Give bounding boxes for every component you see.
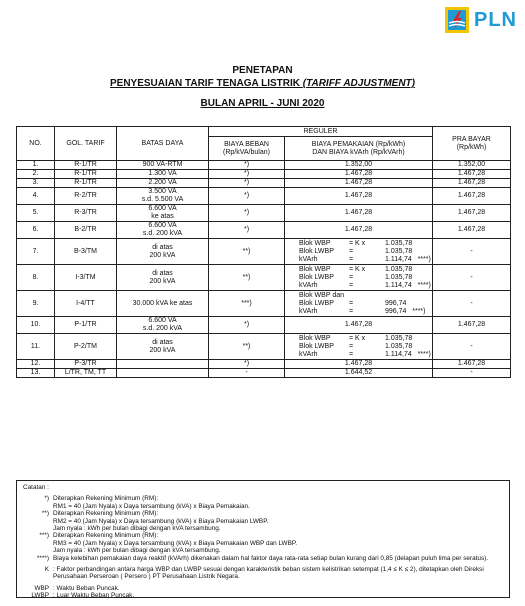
row-biaya-beban: *) [209, 360, 285, 369]
row-batas-daya: di atas 200 kVA [117, 334, 209, 360]
document-title [0, 64, 525, 110]
tariff-rows [17, 161, 511, 378]
blok-label: Blok LWBP [299, 247, 334, 255]
blok-op [349, 292, 383, 300]
table-row [17, 170, 511, 179]
blok-op: = K x [349, 239, 366, 247]
note-marker: K [44, 566, 49, 574]
row-batas-daya: 30.000 kVA ke atas [117, 291, 209, 317]
row-pra-bayar: - [433, 291, 511, 317]
header-gol-tarif: GOL. TARIF [55, 127, 117, 161]
table-row [17, 291, 511, 317]
row-pra-bayar: 1.467,28 [433, 317, 511, 334]
note-line: Jam nyala : kWh per bulan dibagi dengan kVA tersambung. [53, 547, 221, 555]
row-biaya-pemakaian: 1.467,28 [285, 188, 433, 205]
row-biaya-beban: *) [209, 317, 285, 334]
row-gol-tarif: R-2/TR [55, 188, 117, 205]
blok-label: Blok LWBP [299, 299, 334, 307]
row-biaya-pemakaian: 1.467,28 [285, 179, 433, 188]
row-gol-tarif: P-2/TM [55, 334, 117, 360]
row-gol-tarif: R-3/TR [55, 205, 117, 222]
note-line: : Waktu Beban Puncak. [53, 584, 120, 592]
note-line: : Faktor perbandingan antara harga WBP dan LWBP sesuai dengan karakteristik beban sistem kelistrikan setempat (1,4 ≤ K ≤ 2), ditetapkan oleh Direksi Perusahaan Perseroan ( Persero ) PT Perusahaan Listrik Negara. [53, 566, 484, 581]
blok-op: = [349, 350, 354, 358]
table-row [17, 179, 511, 188]
notes-box [16, 480, 510, 598]
row-number: 8. [17, 265, 55, 291]
notes-list [23, 491, 503, 599]
row-batas-daya: 3.500 VA s.d. 5.500 VA [117, 188, 209, 205]
row-biaya-pemakaian: 1.467,28 [285, 205, 433, 222]
blok-label: Blok WBP dan [299, 291, 345, 299]
blok-val: 1.035,78 [385, 342, 413, 350]
row-gol-tarif: P-1/TR [55, 317, 117, 334]
blok-op: = K x [349, 334, 366, 342]
note-item [23, 510, 503, 532]
blok-op: = [349, 273, 354, 281]
row-number: 2. [17, 170, 55, 179]
row-batas-daya: 6.600 VA ke atas [117, 205, 209, 222]
title-line-1: PENETAPAN [232, 65, 293, 76]
note-line: Diterapkan Rekening Minimum (RM): [53, 532, 159, 540]
row-gol-tarif: R-1/TR [55, 170, 117, 179]
row-biaya-beban: *) [209, 188, 285, 205]
row-batas-daya: 6.600 VA s.d. 200 kVA [117, 222, 209, 239]
table-row [17, 205, 511, 222]
note-marker: ***) [39, 532, 49, 540]
blok-op: = [349, 299, 354, 307]
row-gol-tarif: L/TR, TM, TT [55, 369, 117, 378]
note-marker: ****) [36, 554, 49, 562]
row-biaya-beban: *) [209, 161, 285, 170]
blok-val [385, 292, 430, 300]
row-batas-daya: 6.600 VA s.d. 200 kVA [117, 317, 209, 334]
blok-val: 996,74 ****) [385, 307, 426, 315]
note-item [23, 495, 503, 510]
row-gol-tarif: P-3/TR [55, 360, 117, 369]
row-batas-daya: 900 VA-RTM [117, 161, 209, 170]
row-pra-bayar: 1.467,28 [433, 205, 511, 222]
blok-label: kVArh [299, 255, 318, 263]
note-item [23, 566, 503, 581]
row-number: 5. [17, 205, 55, 222]
blok-val: 1.114,74 ****) [385, 255, 431, 263]
row-biaya-pemakaian: 1.467,28 [285, 360, 433, 369]
row-batas-daya [117, 360, 209, 369]
blok-val: 1.114,74 ****) [385, 281, 431, 289]
row-pra-bayar: - [433, 334, 511, 360]
table-row [17, 161, 511, 170]
blok-label: Blok WBP [299, 265, 331, 273]
row-pra-bayar: - [433, 369, 511, 378]
blok-label: Blok LWBP [299, 342, 334, 350]
blok-label: kVArh [299, 307, 318, 315]
row-number: 9. [17, 291, 55, 317]
table-row [17, 317, 511, 334]
row-biaya-pemakaian: 1.467,28 [285, 222, 433, 239]
header-no: NO. [17, 127, 55, 161]
row-biaya-pemakaian: 1.352,00 [285, 161, 433, 170]
note-line: : Luar Waktu Beban Puncak. [53, 592, 135, 600]
note-item [23, 585, 503, 592]
row-number: 6. [17, 222, 55, 239]
row-biaya-beban: *) [209, 170, 285, 179]
row-gol-tarif: I-4/TT [55, 291, 117, 317]
row-pra-bayar: 1.467,28 [433, 360, 511, 369]
row-biaya-beban: *) [209, 179, 285, 188]
row-biaya-beban: **) [209, 334, 285, 360]
note-line: Biaya kelebihan pemakaian daya reaktif (kVArh) dikenakan dalam hal faktor daya rata-rata setiap bulan kurang dari 0,85 (delapan puluh lima per seratus). [53, 554, 489, 562]
header-reguler: REGULER [209, 127, 433, 137]
blok-val: 1.035,78 [385, 265, 413, 273]
note-marker: *) [44, 495, 49, 503]
blok-label: kVArh [299, 281, 318, 289]
note-marker: WBP [34, 584, 49, 592]
row-batas-daya: 2.200 VA [117, 179, 209, 188]
row-biaya-beban: *) [209, 205, 285, 222]
note-text [53, 532, 503, 554]
blok-val: 1.035,78 [385, 273, 413, 281]
row-biaya-pemakaian: 1.467,28 [285, 317, 433, 334]
note-line: RM1 = 40 (Jam Nyala) x Daya tersambung (kVA) x Biaya Pemakaian. [53, 502, 250, 510]
table-row [17, 360, 511, 369]
row-biaya-beban: **) [209, 239, 285, 265]
row-pra-bayar: - [433, 239, 511, 265]
blok-val: 1.035,78 [385, 334, 413, 342]
note-text [53, 585, 503, 592]
row-gol-tarif: R-1/TR [55, 161, 117, 170]
title-line-2: PENYESUAIAN TARIF TENAGA LISTRIK (TARIFF ADJUSTMENT) [109, 78, 415, 89]
pln-logo [444, 6, 517, 34]
row-pra-bayar: - [433, 265, 511, 291]
notes-heading: Catatan : [23, 484, 49, 491]
table-row [17, 369, 511, 378]
note-line: Diterapkan Rekening Minimum (RM): [53, 495, 159, 503]
note-marker: LWBP [31, 592, 49, 600]
table-row [17, 265, 511, 291]
blok-label: Blok LWBP [299, 273, 334, 281]
row-gol-tarif: B-3/TM [55, 239, 117, 265]
blok-op: = K x [349, 265, 366, 273]
table-row [17, 239, 511, 265]
row-number: 10. [17, 317, 55, 334]
row-number: 7. [17, 239, 55, 265]
blok-val: 1.114,74 ****) [385, 350, 431, 358]
row-biaya-beban: *) [209, 222, 285, 239]
blok-op: = [349, 342, 354, 350]
note-line: RM2 = 40 (Jam Nyala) x Daya tersambung (kVA) x Biaya Pemakaian LWBP. [53, 517, 269, 525]
note-line: RM3 = 40 (Jam Nyala) x Daya tersambung (kVA) x Biaya Pemakaian WBP dan LWBP. [53, 539, 298, 547]
tariff-table [16, 126, 511, 378]
blok-label: Blok WBP [299, 334, 331, 342]
row-pra-bayar: 1.467,28 [433, 170, 511, 179]
row-biaya-pemakaian: 1.467,28 [285, 170, 433, 179]
note-item [23, 532, 503, 554]
row-biaya-pemakaian-blok [285, 334, 433, 360]
row-biaya-pemakaian-blok [285, 239, 433, 265]
row-batas-daya [117, 369, 209, 378]
table-row [17, 188, 511, 205]
blok-val: 1.035,78 [385, 239, 413, 247]
note-text [53, 566, 503, 581]
row-number: 12. [17, 360, 55, 369]
title-period: BULAN APRIL - JUNI 2020 [200, 98, 325, 109]
row-pra-bayar: 1.467,28 [433, 179, 511, 188]
header-biaya-beban: BIAYA BEBAN (Rp/kVA/bulan) [209, 137, 285, 161]
note-marker: **) [41, 510, 49, 518]
row-biaya-pemakaian: 1.644,52 [285, 369, 433, 378]
row-number: 1. [17, 161, 55, 170]
pln-logo-text: PLN [474, 8, 517, 31]
row-biaya-pemakaian-blok [285, 265, 433, 291]
blok-op: = [349, 255, 354, 263]
row-pra-bayar: 1.467,28 [433, 188, 511, 205]
row-biaya-beban: ***) [209, 291, 285, 317]
blok-op: = [349, 281, 354, 289]
row-biaya-pemakaian-blok [285, 291, 433, 317]
blok-label: Blok WBP [299, 239, 331, 247]
row-batas-daya: 1.300 VA [117, 170, 209, 179]
blok-val: 996,74 [385, 299, 407, 307]
blok-op: = [349, 307, 354, 315]
header-pra-bayar: PRA BAYAR (Rp/kWh) [433, 127, 511, 161]
note-text [53, 555, 503, 562]
note-line: Jam nyala : kWh per bulan dibagi dengan kVA tersambung. [53, 525, 221, 533]
row-pra-bayar: 1.467,28 [433, 222, 511, 239]
row-gol-tarif: R-1/TR [55, 179, 117, 188]
note-item [23, 555, 503, 562]
note-text [53, 592, 503, 599]
blok-label: kVArh [299, 350, 318, 358]
row-biaya-beban: **) [209, 265, 285, 291]
row-pra-bayar: 1.352,00 [433, 161, 511, 170]
note-text [53, 495, 503, 510]
pln-lightning-icon [444, 6, 470, 34]
note-text [53, 510, 503, 532]
note-line: Diterapkan Rekening Minimum (RM): [53, 510, 159, 518]
note-item [23, 592, 503, 599]
blok-op: = [349, 247, 354, 255]
row-number: 4. [17, 188, 55, 205]
row-number: 11. [17, 334, 55, 360]
blok-val: 1.035,78 [385, 247, 413, 255]
row-number: 3. [17, 179, 55, 188]
header-batas-daya: BATAS DAYA [117, 127, 209, 161]
row-biaya-beban: - [209, 369, 285, 378]
row-batas-daya: di atas 200 kVA [117, 239, 209, 265]
table-row [17, 222, 511, 239]
table-row [17, 334, 511, 360]
row-number: 13. [17, 369, 55, 378]
row-batas-daya: di atas 200 kVA [117, 265, 209, 291]
row-gol-tarif: B-2/TR [55, 222, 117, 239]
header-biaya-pemakaian: BIAYA PEMAKAIAN (Rp/kWh) DAN BIAYA kVArh (Rp/kVArh) [285, 137, 433, 161]
row-gol-tarif: I-3/TM [55, 265, 117, 291]
